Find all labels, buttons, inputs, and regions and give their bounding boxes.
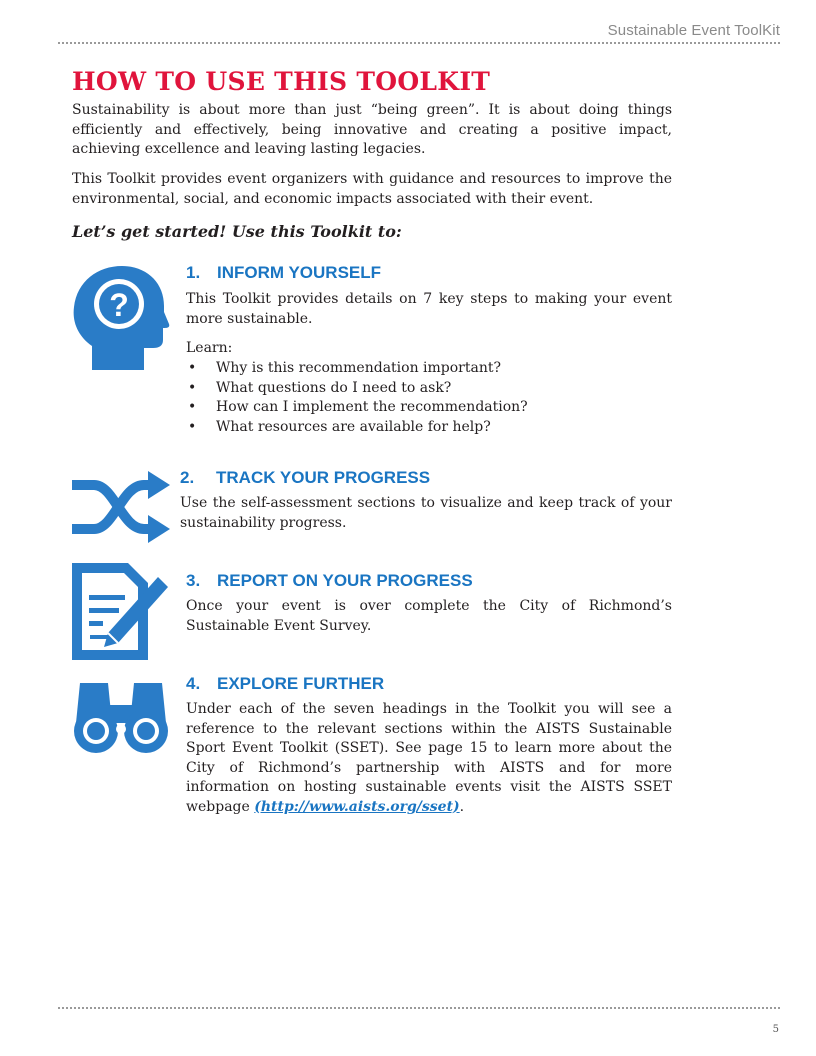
header-divider [58, 42, 780, 44]
head-question-icon [72, 264, 170, 374]
page-number: 5 [772, 1024, 779, 1035]
document-pen-icon [72, 563, 170, 661]
page-header-title: Sustainable Event ToolKit [607, 22, 780, 39]
svg-text:?: ? [109, 287, 129, 323]
section-2-heading: 2. TRACK YOUR PROGRESS [180, 468, 431, 487]
list-item: • What questions do I need to ask? [186, 379, 528, 399]
section-3-body: Once your event is over complete the City of Richmond’s Sustainable Event Survey. [186, 598, 672, 634]
binoculars-icon [72, 679, 170, 753]
section-3-heading: 3. REPORT ON YOUR PROGRESS [186, 571, 473, 590]
section-2-body: Use the self-assessment sections to visualize and keep track of your sustainability progress. [180, 495, 672, 531]
shuffle-arrows-icon [70, 471, 170, 543]
section-4-body [186, 700, 672, 817]
section-1-body: This Toolkit provides details on 7 key steps to making your event more sustainable. [186, 291, 672, 327]
page-title: HOW TO USE THIS TOOLKIT [72, 67, 491, 96]
section-4-trailing: . [459, 798, 465, 815]
learn-label: Learn: [186, 340, 233, 356]
aists-sset-link[interactable]: (http://www.aists.org/sset) [254, 798, 460, 815]
footer-divider [58, 1007, 780, 1009]
list-item: • How can I implement the recommendation? [186, 398, 528, 418]
section-4-heading: 4. EXPLORE FURTHER [186, 674, 385, 693]
intro-paragraph-2: This Toolkit provides event organizers with guidance and resources to improve the environmental, social, and economic impacts associated with their event. [72, 171, 672, 207]
section-4-body-text: Under each of the seven headings in the Toolkit you will see a reference to the relevant sections within the AISTS Sustainable Sport Event Toolkit (SSET). See page 15 to learn more about the City of Richmond’s partnership with AISTS and for more information on hosting sustainable events visit the AISTS SSET webpage [186, 701, 672, 815]
intro-paragraph-1: Sustainability is about more than just “being green”. It is about doing things efficiently and effectively, being innovative and creating a positive impact, achieving excellence and leaving lasting legacies. [72, 102, 672, 157]
section-1-heading: 1. INFORM YOURSELF [186, 263, 382, 282]
list-item: • What resources are available for help? [186, 418, 528, 438]
list-item: • Why is this recommendation important? [186, 359, 528, 379]
learn-bullet-list [186, 359, 528, 437]
lead-text: Let’s get started! Use this Toolkit to: [72, 222, 402, 241]
